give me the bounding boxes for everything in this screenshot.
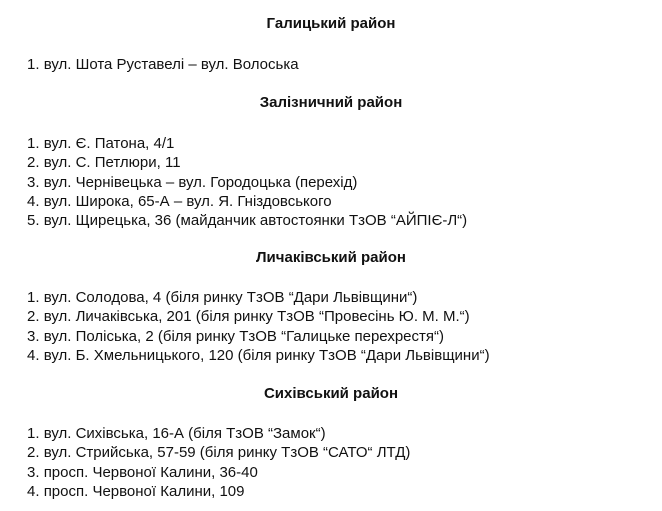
item-number: 4. <box>27 346 40 364</box>
item-number: 4. <box>27 482 40 500</box>
item-address: вул. Б. Хмельницького, 120 (біля ринку ТзОВ “Дари Львівщини“) <box>43 346 490 364</box>
item-address: вул. Сихівська, 16-А (біля ТзОВ “Замок“) <box>43 425 326 442</box>
list-item <box>27 55 299 74</box>
list-item <box>27 346 490 365</box>
item-number: 3. <box>27 173 40 191</box>
list-item <box>27 173 467 192</box>
item-number: 4. <box>27 192 40 210</box>
item-number: 1. <box>27 135 40 152</box>
section-heading-lychakivskyi: Личаківський район <box>256 249 406 266</box>
list-item <box>27 211 467 230</box>
item-address: вул. Є. Патона, 4/1 <box>43 135 175 152</box>
address-list-halytskyi <box>27 55 299 74</box>
address-list-sykhivskyi <box>27 424 410 501</box>
list-item <box>27 482 410 501</box>
list-item <box>27 153 467 172</box>
list-item <box>27 443 410 462</box>
item-address: вул. Солодова, 4 (біля ринку ТзОВ “Дари Львівщини“) <box>43 289 418 306</box>
item-address: вул. Стрийська, 57-59 (біля ринку ТзОВ “САТО“ ЛТД) <box>43 444 411 462</box>
item-address: вул. Щирецька, 36 (майданчик автостоянки ТзОВ “АЙПІЄ-Л“) <box>43 212 468 230</box>
item-number: 5. <box>27 212 40 230</box>
item-address: вул. Шота Руставелі – вул. Волоська <box>43 56 299 73</box>
item-number: 3. <box>27 327 40 345</box>
item-address: просп. Червоної Калини, 109 <box>43 482 245 500</box>
item-address: вул. Личаківська, 201 (біля ринку ТзОВ “Провесінь Ю. М. М.“) <box>43 308 470 326</box>
item-number: 2. <box>27 154 40 172</box>
section-heading-zaliznychnyi: Залізничний район <box>259 94 403 111</box>
item-number: 1. <box>27 425 40 442</box>
list-item <box>27 463 410 482</box>
address-list-lychakivskyi <box>27 288 490 365</box>
item-number: 1. <box>27 56 40 73</box>
address-list-zaliznychnyi <box>27 134 467 230</box>
list-item <box>27 307 490 326</box>
item-address: вул. С. Петлюри, 11 <box>43 154 181 172</box>
list-item <box>27 134 467 153</box>
section-heading-halytskyi: Галицький район <box>266 15 396 32</box>
item-number: 2. <box>27 308 40 326</box>
item-address: вул. Поліська, 2 (біля ринку ТзОВ “Галицьке перехрестя“) <box>43 327 444 345</box>
item-number: 1. <box>27 289 40 306</box>
section-heading-sykhivskyi: Сихівський район <box>263 385 399 402</box>
item-address: вул. Чернівецька – вул. Городоцька (перехід) <box>43 173 358 191</box>
list-item <box>27 327 490 346</box>
item-address: просп. Червоної Калини, 36-40 <box>43 463 258 481</box>
item-number: 3. <box>27 463 40 481</box>
list-item <box>27 424 410 443</box>
list-item <box>27 192 467 211</box>
list-item <box>27 288 490 307</box>
item-number: 2. <box>27 444 40 462</box>
item-address: вул. Широка, 65-А – вул. Я. Гніздовського <box>43 192 332 210</box>
